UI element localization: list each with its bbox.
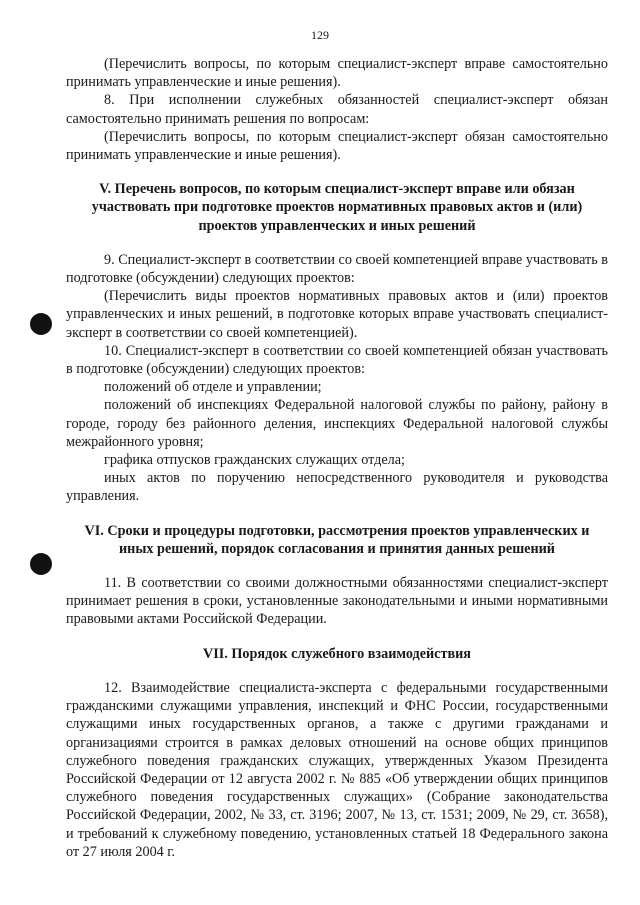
page-number: 129 — [311, 28, 329, 42]
list-item: иных актов по поручению непосредственного руководителя и руководства управления. — [66, 470, 608, 505]
section-heading-5: V. Перечень вопросов, по которым специалист-эксперт вправе или обязан участвовать при подготовке проектов нормативных правовых актов и (или) проектов управленческих и иных решений — [91, 181, 583, 234]
paragraph: (Перечислить вопросы, по которым специалист-эксперт обязан самостоятельно принимать управленческие и иные решения). — [66, 128, 608, 164]
section-heading-7: VII. Порядок служебного взаимодействия — [203, 645, 471, 662]
paragraph: 11. В соответствии со своими должностными обязанностями специалист-эксперт принимает решения в сроки, установленные законодательными и иными нормативными правовыми актами Российской Федерации. — [66, 575, 608, 628]
paragraph: 8. При исполнении служебных обязанностей специалист-эксперт обязан самостоятельно принимать решения по вопросам: — [66, 92, 608, 127]
list-item: положений об инспекциях Федеральной налоговой службы по району, району в городе, городу без районного деления, инспекциях Федеральной налоговой службы межрайонного уровня; — [66, 397, 608, 450]
list-item: положений об отделе и управлении; — [104, 379, 322, 396]
punch-hole-icon — [30, 553, 52, 575]
paragraph: 12. Взаимодействие специалиста-эксперта с федеральными государственными гражданскими служащими управления, инспекций и ФНС России, государственными служащими иных государственных органов, а также с другими гражданами и организациями строится в рамках деловых отношений на основе общих принципов служебного поведения гражданских служащих, утвержденных Указом Президента Российской Федерации от 12 августа 2002 г. № 885 «Об утверждении общих принципов служебного поведения государственных служащих» (Собрание законодательства Российской Федерации, 2002, № 33, ст. 3196; 2007, № 13, ст. 1531; 2009, № 29, ст. 3658), и требований к служебному поведению, установленных статьей 18 Федерального закона от 27 июля 2004 г. — [66, 679, 608, 860]
document-body — [66, 55, 608, 861]
punch-hole-icon — [30, 313, 52, 335]
list-item: графика отпусков гражданских служащих отдела; — [104, 452, 405, 469]
paragraph: 10. Специалист-эксперт в соответствии со своей компетенцией обязан участвовать в подготовке (обсуждении) следующих проектов: — [66, 342, 608, 378]
paragraph: (Перечислить виды проектов нормативных правовых актов и (или) проектов управленческих и иных решений, в подготовке которых вправе участвовать специалист-эксперт в соответствии со своей компетенцией). — [66, 288, 608, 341]
paragraph: (Перечислить вопросы, по которым специалист-эксперт вправе самостоятельно принимать управленческие и иные решения). — [66, 56, 608, 91]
section-heading-6: VI. Сроки и процедуры подготовки, рассмотрения проектов управленческих и иных решений, порядок согласования и принятия данных решений — [84, 522, 590, 557]
paragraph: 9. Специалист-эксперт в соответствии со своей компетенцией вправе участвовать в подготовке (обсуждении) следующих проектов: — [66, 251, 608, 287]
